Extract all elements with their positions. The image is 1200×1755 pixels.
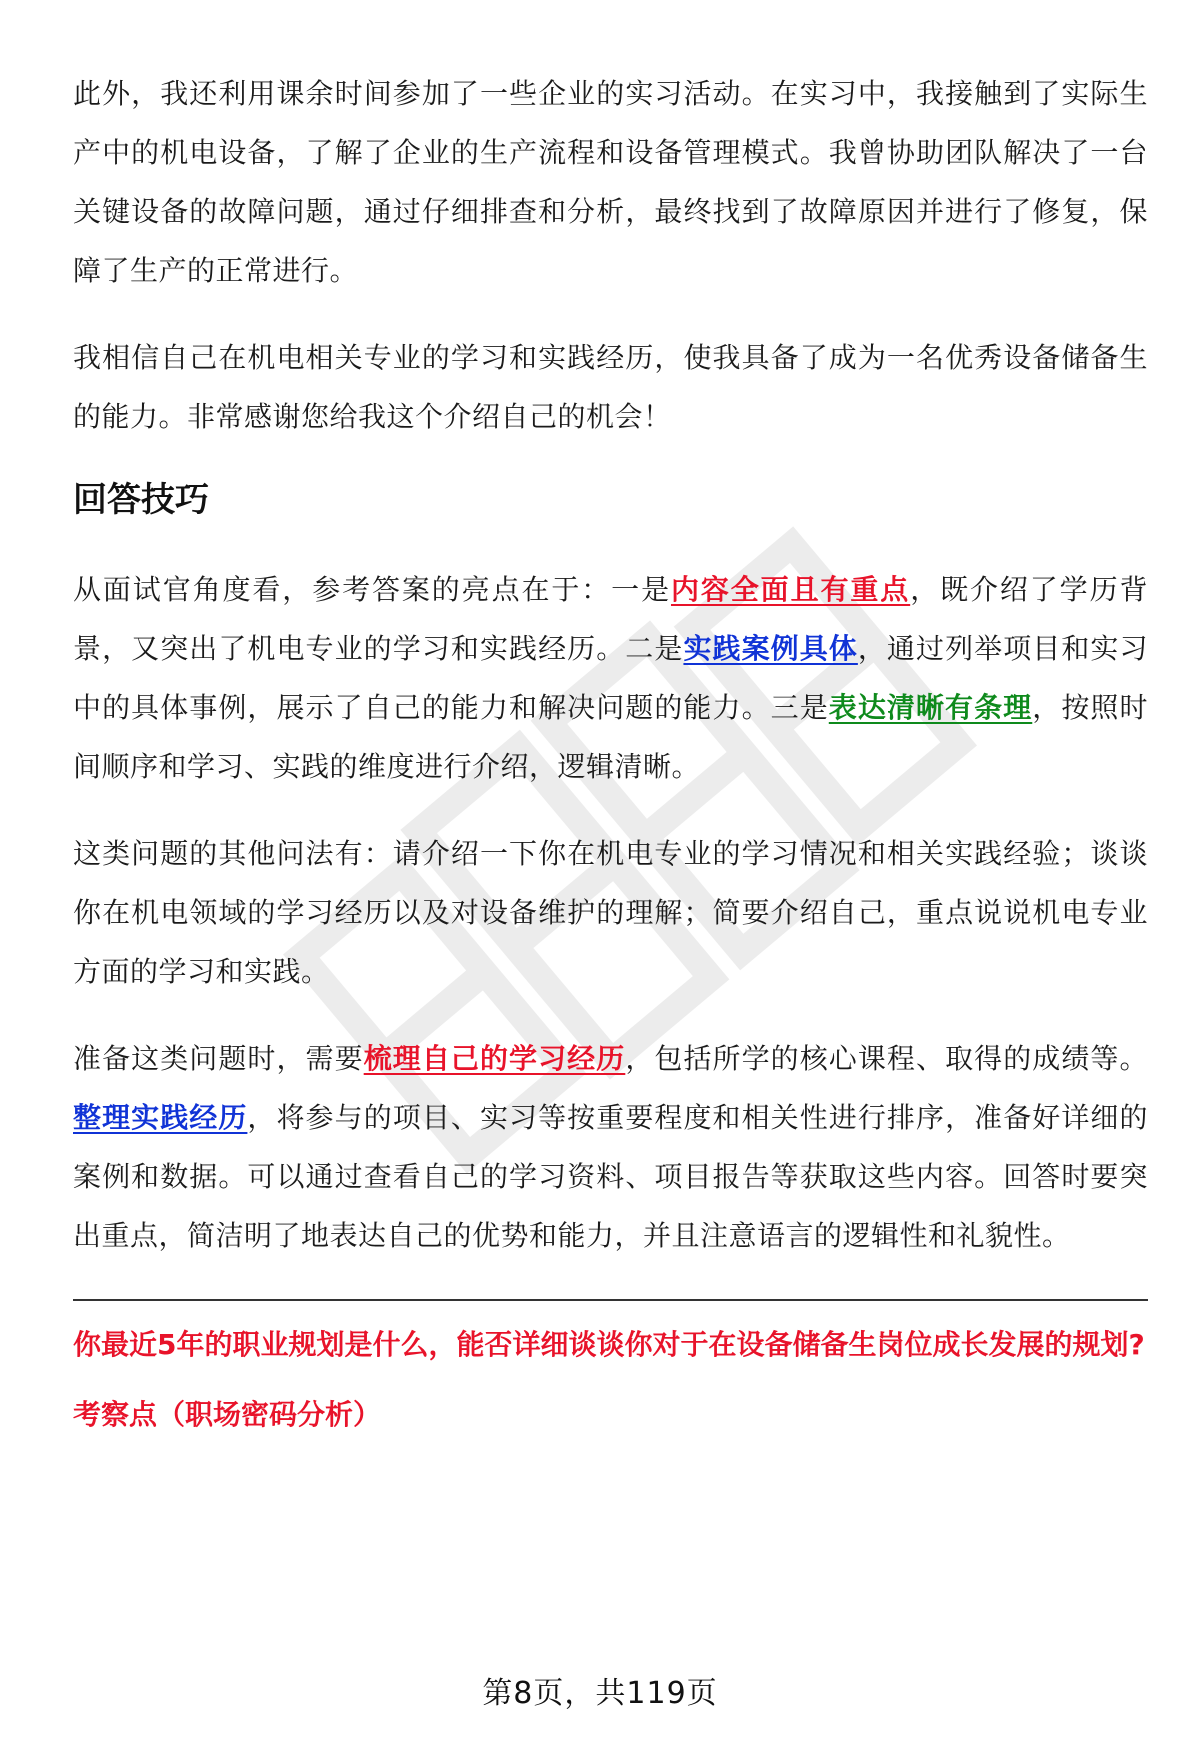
text-segment: ，将参与的项目、实习等按重要程度和相关性进行排序，准备好详细的案例和数据。可以通过查看自己的学习资料、项目报告等获取这些内容。回答时要突出重点，简洁明了地表达自己的优势和能力，并且注意语言的逻辑性和礼貌性。 [73, 1101, 1148, 1252]
section-heading-tips: 回答技巧 [73, 480, 209, 520]
text-segment: ，按照时间顺序和学习、实践的维度进行介绍，逻辑清晰。 [73, 691, 1148, 783]
paragraph-internship: 此外，我还利用课余时间参加了一些企业的实习活动。在实习中，我接触到了实际生产中的机电设备，了解了企业的生产流程和设备管理模式。我曾协助团队解决了一台关键设备的故障问题，通过仔细排查和分析，最终找到了故障原因并进行了修复，保障了生产的正常进行。 [73, 77, 1148, 287]
paragraph-alternative-questions: 这类问题的其他问法有：请介绍一下你在机电专业的学习情况和相关实践经验；谈谈你在机电领域的学习经历以及对设备维护的理解；简要介绍自己，重点说说机电专业方面的学习和实践。 [73, 837, 1148, 988]
text-segment: 从面试官角度看，参考答案的亮点在于：一是 [73, 573, 671, 606]
text-segment: 准备这类问题时，需要 [73, 1042, 364, 1075]
text-segment: ，包括所学的核心课程、取得的成绩等。 [625, 1042, 1148, 1075]
highlight-concrete-cases: 实践案例具体 [683, 632, 858, 665]
paragraph-preparation [73, 1029, 1148, 1265]
text-segment: ，既介绍了学历背景，又突出了机电专业的学习和实践经历。二是 [73, 573, 1148, 665]
paragraph-closing: 我相信自己在机电相关专业的学习和实践经历，使我具备了成为一名优秀设备储备生的能力。非常感谢您给我这个介绍自己的机会！ [73, 341, 1148, 433]
highlight-practice-history: 整理实践经历 [73, 1101, 248, 1134]
document-page [73, 64, 1148, 1437]
highlight-study-history: 梳理自己的学习经历 [363, 1042, 626, 1075]
paragraph-tips-highlights [73, 560, 1148, 796]
text-segment: ，通过列举项目和实习中的具体事例，展示了自己的能力和解决问题的能力。三是 [73, 632, 1148, 724]
section-label-analysis: 考察点（职场密码分析） [73, 1398, 382, 1431]
highlight-clear-expression: 表达清晰有条理 [828, 691, 1033, 724]
next-question-title: 你最近5年的职业规划是什么，能否详细谈谈你对于在设备储备生岗位成长发展的规划? [73, 1328, 1145, 1361]
highlight-comprehensive: 内容全面且有重点 [670, 573, 911, 606]
page-number-footer: 第8页，共119页 [482, 1676, 718, 1711]
